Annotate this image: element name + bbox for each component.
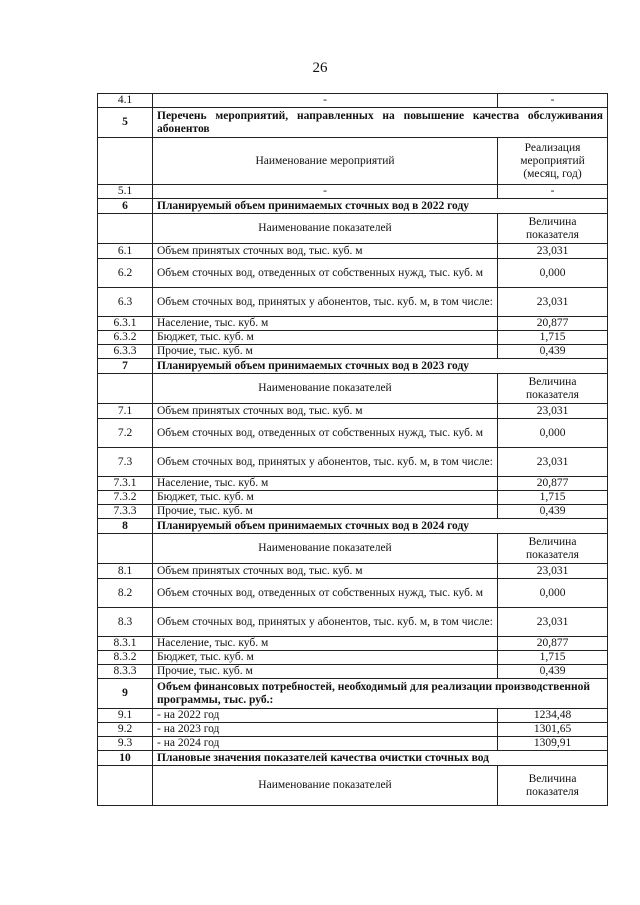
section-row (98, 199, 608, 214)
row-name: Население, тыс. куб. м (153, 637, 498, 651)
row-name: - на 2022 год (153, 709, 498, 723)
table-row (98, 185, 608, 199)
row-name: Прочие, тыс. куб. м (153, 505, 498, 519)
column-header-value: Реализация мероприятий (месяц, год) (498, 138, 608, 185)
row-value: 1,715 (498, 651, 608, 665)
section-title: Плановые значения показателей качества очистки сточных вод (153, 751, 608, 766)
empty-cell (98, 138, 153, 185)
table-row (98, 259, 608, 288)
row-value: 23,031 (498, 288, 608, 317)
row-value: 0,439 (498, 505, 608, 519)
row-name: - (153, 185, 498, 199)
row-value: 23,031 (498, 608, 608, 637)
row-number: 8.3 (98, 608, 153, 637)
section-number: 6 (98, 199, 153, 214)
table-row (98, 317, 608, 331)
section-row (98, 679, 608, 709)
section-title: Планируемый объем принимаемых сточных вод в 2022 году (153, 199, 608, 214)
column-header-value: Величина показателя (498, 766, 608, 806)
row-number: 8.3.3 (98, 665, 153, 679)
row-value: 0,439 (498, 665, 608, 679)
header-row (98, 214, 608, 244)
empty-cell (98, 766, 153, 806)
section-number: 10 (98, 751, 153, 766)
row-number: 4.1 (98, 94, 153, 108)
section-title: Планируемый объем принимаемых сточных вод в 2024 году (153, 519, 608, 534)
row-number: 6.2 (98, 259, 153, 288)
table-row (98, 723, 608, 737)
column-header-name: Наименование показателей (153, 534, 498, 564)
row-value: 0,439 (498, 345, 608, 359)
section-title: Перечень мероприятий, направленных на повышение качества обслуживания абонентов (153, 108, 608, 138)
row-value: - (498, 185, 608, 199)
row-number: 7.3.2 (98, 491, 153, 505)
section-row (98, 359, 608, 374)
row-name: Объем принятых сточных вод, тыс. куб. м (153, 404, 498, 419)
row-name: Объем сточных вод, принятых у абонентов, тыс. куб. м, в том числе: (153, 608, 498, 637)
section-row (98, 751, 608, 766)
row-value: 0,000 (498, 419, 608, 448)
row-number: 6.3 (98, 288, 153, 317)
table-row (98, 448, 608, 477)
section-number: 8 (98, 519, 153, 534)
production-program-table (97, 93, 608, 806)
row-number: 8.3.2 (98, 651, 153, 665)
empty-cell (98, 534, 153, 564)
column-header-name: Наименование показателей (153, 214, 498, 244)
row-value: 1,715 (498, 331, 608, 345)
column-header-name: Наименование показателей (153, 766, 498, 806)
table-row (98, 244, 608, 259)
row-number: 6.3.3 (98, 345, 153, 359)
row-value: 1301,65 (498, 723, 608, 737)
table-row (98, 288, 608, 317)
section-title: Объем финансовых потребностей, необходимый для реализации производственной программы, тыс. руб.: (153, 679, 608, 709)
section-number: 9 (98, 679, 153, 709)
row-value: 23,031 (498, 244, 608, 259)
row-number: 8.1 (98, 564, 153, 579)
row-value: 1234,48 (498, 709, 608, 723)
row-number: 6.3.1 (98, 317, 153, 331)
section-row (98, 519, 608, 534)
section-number: 5 (98, 108, 153, 138)
row-name: Объем сточных вод, принятых у абонентов, тыс. куб. м, в том числе: (153, 288, 498, 317)
table-row (98, 709, 608, 723)
row-value: 1309,91 (498, 737, 608, 751)
row-number: 7.2 (98, 419, 153, 448)
row-number: 9.2 (98, 723, 153, 737)
section-row (98, 108, 608, 138)
row-name: Население, тыс. куб. м (153, 477, 498, 491)
header-row (98, 138, 608, 185)
column-header-value: Величина показателя (498, 214, 608, 244)
row-name: - на 2024 год (153, 737, 498, 751)
header-row (98, 534, 608, 564)
section-title: Планируемый объем принимаемых сточных вод в 2023 году (153, 359, 608, 374)
row-number: 9.3 (98, 737, 153, 751)
table-row (98, 637, 608, 651)
row-number: 9.1 (98, 709, 153, 723)
page-number: 26 (312, 60, 328, 76)
row-value: 0,000 (498, 579, 608, 608)
row-name: Бюджет, тыс. куб. м (153, 651, 498, 665)
row-value: 23,031 (498, 564, 608, 579)
row-name: Бюджет, тыс. куб. м (153, 491, 498, 505)
column-header-name: Наименование мероприятий (153, 138, 498, 185)
column-header-value: Величина показателя (498, 374, 608, 404)
table-row (98, 608, 608, 637)
empty-cell (98, 374, 153, 404)
row-name: - на 2023 год (153, 723, 498, 737)
row-value: 1,715 (498, 491, 608, 505)
row-number: 7.1 (98, 404, 153, 419)
row-number: 8.3.1 (98, 637, 153, 651)
row-value: - (498, 94, 608, 108)
row-value: 23,031 (498, 448, 608, 477)
table-row (98, 345, 608, 359)
column-header-name: Наименование показателей (153, 374, 498, 404)
row-name: Прочие, тыс. куб. м (153, 345, 498, 359)
row-number: 8.2 (98, 579, 153, 608)
row-name: Объем сточных вод, отведенных от собственных нужд, тыс. куб. м (153, 579, 498, 608)
header-row (98, 766, 608, 806)
row-value: 23,031 (498, 404, 608, 419)
row-name: Прочие, тыс. куб. м (153, 665, 498, 679)
row-value: 0,000 (498, 259, 608, 288)
table-row (98, 579, 608, 608)
row-name: Объем сточных вод, принятых у абонентов, тыс. куб. м, в том числе: (153, 448, 498, 477)
row-number: 5.1 (98, 185, 153, 199)
table-body (98, 94, 608, 806)
table-row (98, 491, 608, 505)
row-number: 6.1 (98, 244, 153, 259)
table-row (98, 737, 608, 751)
row-name: Объем сточных вод, отведенных от собственных нужд, тыс. куб. м (153, 419, 498, 448)
table-row (98, 505, 608, 519)
table-row (98, 665, 608, 679)
table-row (98, 477, 608, 491)
table-row (98, 404, 608, 419)
empty-cell (98, 214, 153, 244)
row-name: Бюджет, тыс. куб. м (153, 331, 498, 345)
table-row (98, 419, 608, 448)
table-row (98, 331, 608, 345)
row-value: 20,877 (498, 477, 608, 491)
row-name: Объем принятых сточных вод, тыс. куб. м (153, 244, 498, 259)
table-row (98, 651, 608, 665)
row-number: 6.3.2 (98, 331, 153, 345)
row-number: 7.3.3 (98, 505, 153, 519)
section-number: 7 (98, 359, 153, 374)
row-value: 20,877 (498, 637, 608, 651)
row-number: 7.3.1 (98, 477, 153, 491)
table-row (98, 94, 608, 108)
table-row (98, 564, 608, 579)
header-row (98, 374, 608, 404)
row-name: Объем сточных вод, отведенных от собственных нужд, тыс. куб. м (153, 259, 498, 288)
row-name: Объем принятых сточных вод, тыс. куб. м (153, 564, 498, 579)
column-header-value: Величина показателя (498, 534, 608, 564)
row-value: 20,877 (498, 317, 608, 331)
row-name: Население, тыс. куб. м (153, 317, 498, 331)
row-number: 7.3 (98, 448, 153, 477)
row-name: - (153, 94, 498, 108)
